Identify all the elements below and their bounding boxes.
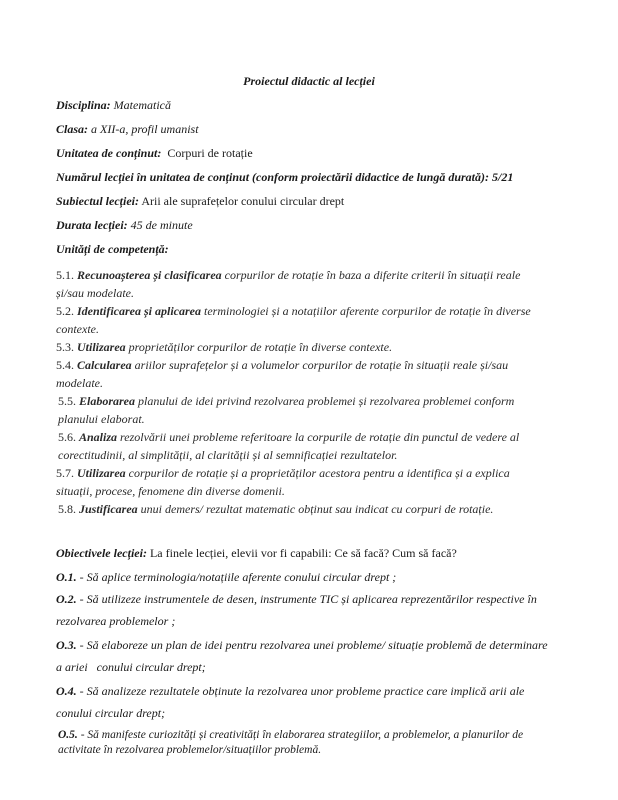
competenta-number: 5.6. bbox=[58, 430, 76, 444]
competenta-text: terminologiei și a notațiilor aferente corpurilor de rotație în diverse bbox=[203, 304, 531, 318]
obiectiv-number: O.3. bbox=[56, 638, 77, 652]
numarul-label: Numărul lecției în unitatea de conținut (conform proiectării didactice de lungă durată): 5/21 bbox=[56, 170, 514, 184]
competenta-text-cont: planului elaborat. bbox=[58, 412, 145, 426]
competenta-number: 5.4. bbox=[56, 358, 74, 372]
obiectiv-text: - Să elaboreze un plan de idei pentru rezolvarea unei probleme/ situație problemă de determinare bbox=[79, 638, 548, 652]
obiectiv-number: O.1. bbox=[56, 570, 77, 584]
obiectiv-item bbox=[56, 568, 566, 586]
competenta-text: unui demers/ rezultat matematic obținut sau indicat cu corpuri de rotație. bbox=[140, 502, 494, 516]
obiective-row bbox=[56, 544, 566, 562]
unitati-label: Unități de competență: bbox=[56, 242, 169, 256]
durata-row bbox=[56, 216, 566, 234]
competenta-item bbox=[56, 356, 556, 392]
unitatea-value: Corpuri de rotație bbox=[167, 146, 253, 160]
obiective-label: Obiectivele lecției: bbox=[56, 546, 147, 560]
obiectiv-number: O.5. bbox=[58, 729, 78, 741]
competenta-text: planului de idei privind rezolvarea problemei și rezolvarea problemei conform bbox=[138, 394, 515, 408]
competenta-text: proprietăților corpurilor de rotație în diverse contexte. bbox=[128, 340, 393, 354]
competenta-text-cont: contexte. bbox=[56, 322, 99, 336]
clasa-row bbox=[56, 120, 566, 138]
unitatea-label: Unitatea de conținut: bbox=[56, 146, 162, 160]
competenta-text: rezolvării unei probleme referitoare la corpurile de rotație din punctul de vedere al bbox=[120, 430, 520, 444]
competenta-number: 5.1. bbox=[56, 268, 74, 282]
durata-value: 45 de minute bbox=[130, 218, 193, 232]
disciplina-label: Disciplina: bbox=[56, 98, 111, 112]
obiectiv-text: - Să manifeste curiozități și creativități în elaborarea strategiilor, a problemelor, a planurilor de bbox=[80, 729, 524, 741]
obiectiv-number: O.4. bbox=[56, 684, 77, 698]
competenta-key: Utilizarea bbox=[77, 466, 126, 480]
competenta-key: Recunoașterea și clasificarea bbox=[77, 268, 222, 282]
competenta-number: 5.2. bbox=[56, 304, 74, 318]
subiectul-row bbox=[56, 192, 566, 210]
competenta-item bbox=[56, 464, 556, 500]
obiective-intro: La finele lecției, elevii vor fi capabili: Ce să facă? Cum să facă? bbox=[149, 546, 457, 560]
numarul-row bbox=[56, 168, 566, 186]
unitati-row bbox=[56, 240, 566, 258]
disciplina-value: Matematică bbox=[113, 98, 171, 112]
competenta-text-cont: modelate. bbox=[56, 376, 103, 390]
unitatea-row bbox=[56, 144, 566, 162]
competenta-text: ariilor suprafețelor și a volumelor corpurilor de rotație în situații reale și/sau bbox=[134, 358, 509, 372]
competenta-text: corpurilor de rotație în baza a diferite criterii în situații reale bbox=[224, 268, 521, 282]
durata-label: Durata lecției: bbox=[56, 218, 128, 232]
competenta-number: 5.7. bbox=[56, 466, 74, 480]
document-title: Proiectul didactic al lecției bbox=[243, 74, 375, 88]
competenta-text-cont: situații, procese, fenomene din diverse domenii. bbox=[56, 484, 285, 498]
competenta-number: 5.3. bbox=[56, 340, 74, 354]
competenta-text: corpurilor de rotație și a proprietăților acestora pentru a identifica și a explica bbox=[128, 466, 510, 480]
competenta-item bbox=[56, 302, 556, 338]
subiectul-label: Subiectul lecției: bbox=[56, 194, 139, 208]
competenta-number: 5.5. bbox=[58, 394, 76, 408]
competenta-key: Justificarea bbox=[79, 502, 138, 516]
obiectiv-item bbox=[56, 636, 566, 676]
competenta-item bbox=[56, 266, 556, 302]
clasa-value: a XII-a, profil umanist bbox=[91, 122, 199, 136]
obiectiv-item bbox=[56, 682, 566, 722]
competenta-item bbox=[58, 428, 558, 464]
competenta-item bbox=[58, 500, 558, 518]
obiectiv-item bbox=[56, 590, 566, 630]
obiectiv-text: - Să aplice terminologia/notațiile aferente conului circular drept ; bbox=[79, 570, 397, 584]
obiectiv-text-cont: activitate în rezolvarea problemelor/situațiilor problemă. bbox=[58, 744, 322, 756]
subiectul-value: Arii ale suprafețelor conului circular drept bbox=[141, 194, 345, 208]
competenta-text-cont: corectitudinii, al simplității, al clarității și al semnificației rezultatelor. bbox=[58, 448, 398, 462]
competenta-number: 5.8. bbox=[58, 502, 76, 516]
disciplina-row bbox=[56, 96, 566, 114]
competenta-key: Identificarea și aplicarea bbox=[77, 304, 201, 318]
obiectiv-item bbox=[58, 728, 568, 758]
competenta-key: Calcularea bbox=[77, 358, 132, 372]
obiectiv-text: - Să analizeze rezultatele obținute la rezolvarea unor probleme practice care implică arii ale bbox=[79, 684, 525, 698]
obiectiv-text-cont: a ariei conului circular drept; bbox=[56, 660, 206, 674]
clasa-label: Clasa: bbox=[56, 122, 89, 136]
competenta-key: Utilizarea bbox=[77, 340, 126, 354]
competenta-text-cont: și/sau modelate. bbox=[56, 286, 134, 300]
obiectiv-text-cont: rezolvarea problemelor ; bbox=[56, 614, 176, 628]
competenta-key: Analiza bbox=[79, 430, 118, 444]
competenta-item bbox=[56, 338, 556, 356]
competenta-item bbox=[58, 392, 558, 428]
competenta-key: Elaborarea bbox=[79, 394, 136, 408]
obiectiv-text-cont: conului circular drept; bbox=[56, 706, 166, 720]
obiectiv-text: - Să utilizeze instrumentele de desen, instrumente TIC și aplicarea reprezentărilor respective în bbox=[79, 592, 537, 606]
obiectiv-number: O.2. bbox=[56, 592, 77, 606]
